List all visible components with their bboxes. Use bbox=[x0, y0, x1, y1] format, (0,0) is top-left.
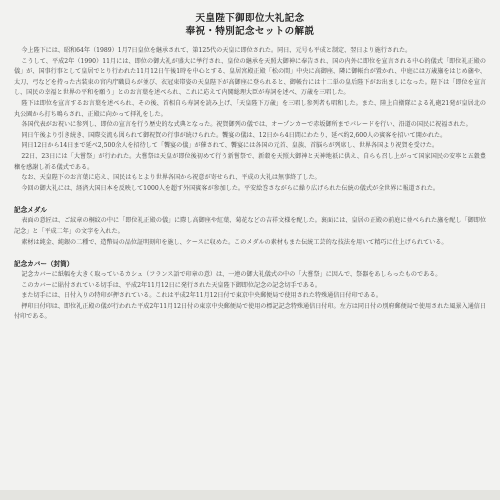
cover-paragraph: 記念カバーに紙幅を大きく取っているカシュ（フランス語で印章の意）は、一連の御大礼儀式の中の「大嘗祭」に因んで、祭器をあしらったものである。 bbox=[21, 271, 442, 279]
cover-paragraph: このカバーに貼付されている切手は、平成2年11月12日に発行された天皇陛下御即位記念の記念切手である。 bbox=[21, 281, 322, 289]
medal-paragraph: 素材は純金、純銀の二種で、造幣局の品位証明刻印を施し、ケースに収めた。このメダルの素材もまた伝統工芸的な技法を用いて精巧に仕上げられている。 bbox=[21, 238, 448, 246]
intro-paragraph: こうして、平成2年（1990）11月には、即位の御大礼が盛大に挙行され、皇位の継承を天照大御神に奉告され、国の内外に即位を宣言される中心的儀式「即位礼正殿の儀」が、国事行事として皇居でとり行われた11月12日午後1時を中心とする、皇居宮殿正殿「松の間」中央に高御座、隣に御帳台が置かれ、中庭には万歳旛をはじめ旛や、太刀、弓などを持った古装束の宮内庁職員らが並び、衣冠束帯姿の天皇陛下が高御座に登られると、御帳台には十二単の皇后陛下がお出ましになった。陛下は「即位を宣言し、国民の幸福と世界の平和を願う」とのお言葉を述べられ、これに応えて内閣総理大臣が寿詞を述べ、万歳を三唱した。 bbox=[14, 57, 486, 97]
intro-paragraph: 今上陛下には、昭和64年（1989）1月7日皇位を継承されて、第125代の天皇に即位された。同日、元号も平成と制定、翌日より施行された。 bbox=[21, 47, 412, 54]
document-title: 天皇陛下御即位大礼記念 bbox=[195, 13, 305, 24]
intro-paragraph: 同日午後より引き続き、国際交流も図られて御祝賀の行事が続けられた。饗宴の儀は、12日から4日間にわたり、延べ約2,600人の賓客を招いて開かれた。 bbox=[21, 131, 447, 139]
intro-paragraph: 22日、23日には「大嘗祭」が行われた。大嘗祭は天皇が即位後初めて行う新嘗祭で、新穀を天照大御神と天神地祇に供え、自らも召し上がって国家国民の安寧と五穀豊穣を感謝し祈る儀式である。 bbox=[14, 152, 486, 171]
section-heading-cover: 記念カバー（封筒） bbox=[14, 260, 74, 269]
cover-paragraph: また切手には、日付入りの特印が押されている。これは平成2年11月12日付で東京中央郵便局で使用された特殊通信日付印である。 bbox=[21, 292, 382, 300]
document-page bbox=[14, 10, 486, 500]
page-bottom-edge bbox=[0, 490, 500, 500]
cover-paragraph: 押印日付印は、即位礼正殿の儀が行われた平成2年11月12日付の東京中央郵便局で使用の標記記念特殊通信日付印。左方は同日付の別府郵便局で使用された風景入通信日付印である。 bbox=[14, 302, 486, 321]
section-heading-medal: 記念メダル bbox=[14, 206, 47, 215]
intro-paragraph: 各国代表がお祝いに参列し、即位の宣言を行う歴史的な式典となった。祝賀御列の儀では、オープンカーで赤坂御所までパレードを行い、沿道の国民に祝福された。 bbox=[21, 121, 472, 129]
document-subtitle: 奉祝・特別記念セットの解説 bbox=[185, 26, 315, 37]
intro-paragraph: 陛下は即位を宣言するお言葉を述べられ、その後、首相自ら寿詞を読み上げ、「天皇陛下万歳」を三唱し参列者も唱和した。また、陸上自衛隊による礼砲21発が皇居北の丸公園から打ち鳴らされ、正殿に向かって拝礼をした。 bbox=[14, 99, 486, 118]
medal-paragraph: 表面の意匠は、ご紋章の桐紋の中に「即位礼正殿の儀」に際し高御座や紅葉、菊花などの吉祥文様を配した。裏面には、皇居の正殿の前庭に並べられた旛を配し「御即位記念」と「平成二年」の文字を入れた。 bbox=[14, 217, 486, 235]
intro-paragraph: 今回の御大礼には、経済大国日本を反映して1000人を超す外国賓客が参加した。平安絵巻さながらに繰り広げられた伝統の儀式が全世界に報道された。 bbox=[21, 184, 440, 192]
intro-paragraph: 同日12日から14日まで延べ2,500余人を招待して「饗宴の儀」が催されて、饗宴には各国の元首、皇族、首脳らが列席し、世界各国より祝賀を受けた。 bbox=[21, 142, 439, 150]
intro-paragraph: なお、天皇陛下のお言葉に応え、国民はもとより世界各国から祝意が寄せられ、平成の大礼は無事終了した。 bbox=[21, 174, 321, 182]
